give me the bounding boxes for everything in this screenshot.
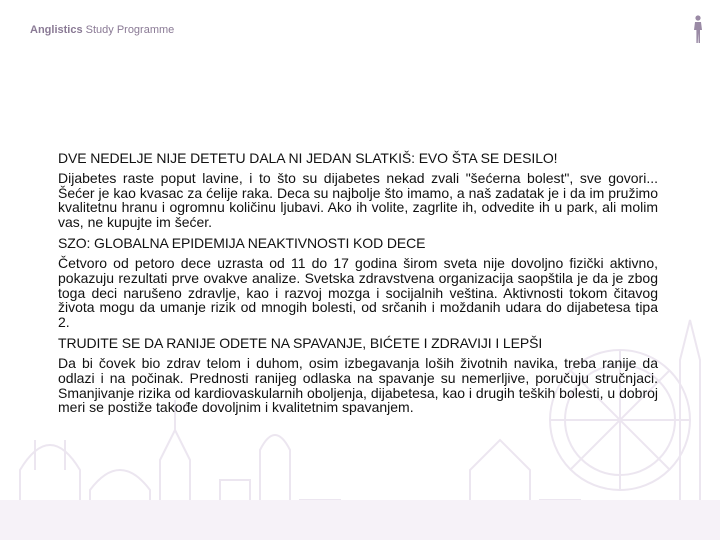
section-title-sugar: DVE NEDELJE NIJE DETETU DALA NI JEDAN SLATKIŠ: EVO ŠTA SE DESILO! — [58, 150, 558, 166]
article-content — [58, 150, 658, 419]
section-title-sleep: TRUDITE SE DA RANIJE ODETE NA SPAVANJE, BIĆETE I ZDRAVIJI I LEPŠI — [58, 335, 543, 352]
section-title-inactivity: SZO: GLOBALNA EPIDEMIJA NEAKTIVNOSTI KOD DECE — [58, 235, 426, 252]
section-body-inactivity: Četvoro od petoro dece uzrasta od 11 do 17 godina širom sveta nije dovoljno fizički aktivno, pokazuju rezultati prve ovakve analize. Svetska zdravstvena organizacija saopštila je da je zbog toga deci narušeno zdravlje, kao i razvoj mozga i socijalnih veština. Aktivnosti tokom čitavog života mogu da umanje rizik od mnogih bolesti, od srčanih i moždanih udara do dijabetesa tipa 2. — [58, 255, 658, 330]
brand-subtitle: Study Programme — [82, 24, 175, 36]
standing-figure-icon — [690, 14, 706, 44]
section-body-sleep: Da bi čovek bio zdrav telom i duhom, osim izbegavanja loših životnih navika, treba ranije da odlazi i na počinak. Prednosti ranijeg odlaska na spavanje su nemerljive, poručuju stručnjaci. Smanjivanje rizika od kardiovaskularnih oboljenja, dijabetesa, kao i drugih teških bolesti, u dobroj meri se postiže takođe dovoljnim i kvalitetnim spavanjem. — [58, 355, 659, 416]
header-brand — [30, 24, 174, 36]
brand-name: Anglistics — [30, 24, 83, 36]
section-body-sugar: Dijabetes raste poput lavine, i to što su dijabetes nekad zvali "šećerna bolest", sve govori... Šećer je kao kvasac za ćelije raka. Deca su najbolje što imamo, a naš zadatak je i da im pružimo kvalitetnu hranu i ogromnu količinu ljubavi. Ako ih volite, zagrlite ih, odvedite ih u park, ali molim vas, ne kupujte im šećer. — [58, 170, 658, 230]
